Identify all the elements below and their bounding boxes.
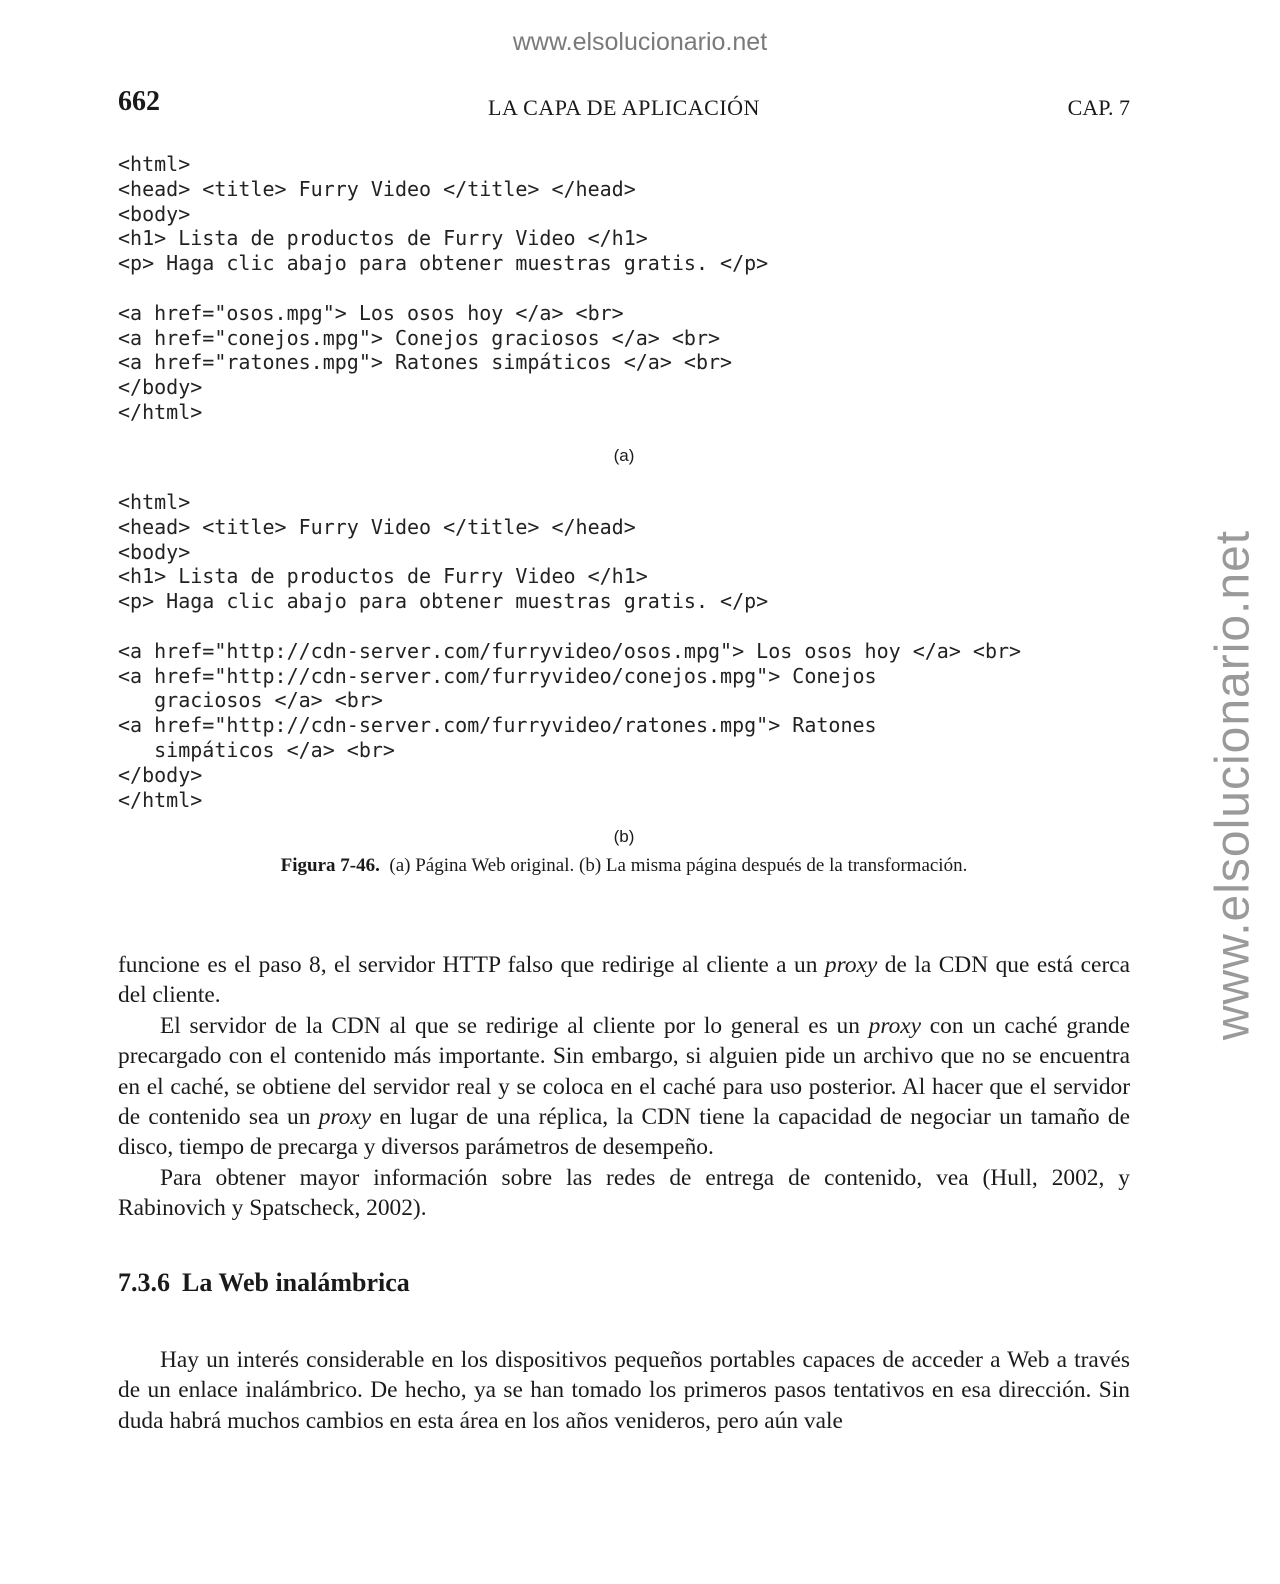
paragraph-3: Para obtener mayor información sobre las redes de entrega de contenido, vea (Hull, 2002, y Rabinovich y Spatscheck, 2002). <box>118 1164 1130 1222</box>
page-number: 662 <box>118 86 160 117</box>
section-title: La Web inalámbrica <box>182 1268 410 1297</box>
watermark-url-side: www.elsolucionario.net <box>1206 529 1260 1041</box>
paragraph-4: Hay un interés considerable en los dispositivos pequeños portables capaces de acceder a Web a través de un enlace inalámbrico. De hecho, ya se han tomado los primeros pasos tentativos en esa dirección. Sin duda habrá muchos cambios en esta área en los años venideros, pero aún vale <box>118 1347 1130 1434</box>
section-number: 7.3.6 <box>118 1268 170 1297</box>
paragraph-1: funcione es el paso 8, el servidor HTTP falso que redirige al cliente a un proxy de la CDN que está cerca del cliente. <box>118 952 1130 1009</box>
figure-caption <box>0 855 1248 877</box>
figure-sublabel-a: (a) <box>613 446 635 465</box>
code-listing-b: <html> <head> <title> Furry Video </title> </head> <body> <h1> Lista de productos de Furry Video </h1> <p> Haga clic abajo para obtener muestras gratis. </p> <a href="http://cdn-server.com/furryvideo/osos.mpg"> Los osos hoy </a> <br> <a href="http://cdn-server.com/furryvideo/conejos.mpg"> Conejos graciosos </a> <br> <a href="http://cdn-server.com/furryvideo/ratones.mpg"> Ratones simpáticos </a> <br> </body> </html> <box>118 490 1022 812</box>
running-head: LA CAPA DE APLICACIÓN <box>488 95 760 120</box>
figure-sublabel-b: (b) <box>613 827 635 846</box>
chapter-label: CAP. 7 <box>1067 95 1130 120</box>
section-heading <box>118 1268 410 1298</box>
body-text-upper <box>118 950 1130 1224</box>
body-text-lower <box>118 1345 1130 1436</box>
figure-caption-label: Figura 7-46. <box>280 855 380 876</box>
paragraph-2: El servidor de la CDN al que se redirige al cliente por lo general es un proxy con un caché grande precargado con el contenido más importante. Sin embargo, si alguien pide un archivo que no se encuentra en el caché, se obtiene del servidor real y se coloca en el caché para uso posterior. Al hacer que el servidor de contenido sea un proxy en lugar de una réplica, la CDN tiene la capacidad de negociar un tamaño de disco, tiempo de precarga y diversos parámetros de desempeño. <box>118 1012 1131 1161</box>
figure-caption-text: (a) Página Web original. (b) La misma página después de la transformación. <box>389 855 968 876</box>
code-listing-a: <html> <head> <title> Furry Video </title> </head> <body> <h1> Lista de productos de Furry Video </h1> <p> Haga clic abajo para obtener muestras gratis. </p> <a href="osos.mpg"> Los osos hoy </a> <br> <a href="conejos.mpg"> Conejos graciosos </a> <br> <a href="ratones.mpg"> Ratones simpáticos </a> <br> </body> </html> <box>118 152 769 424</box>
watermark-url-top: www.elsolucionario.net <box>512 28 768 56</box>
